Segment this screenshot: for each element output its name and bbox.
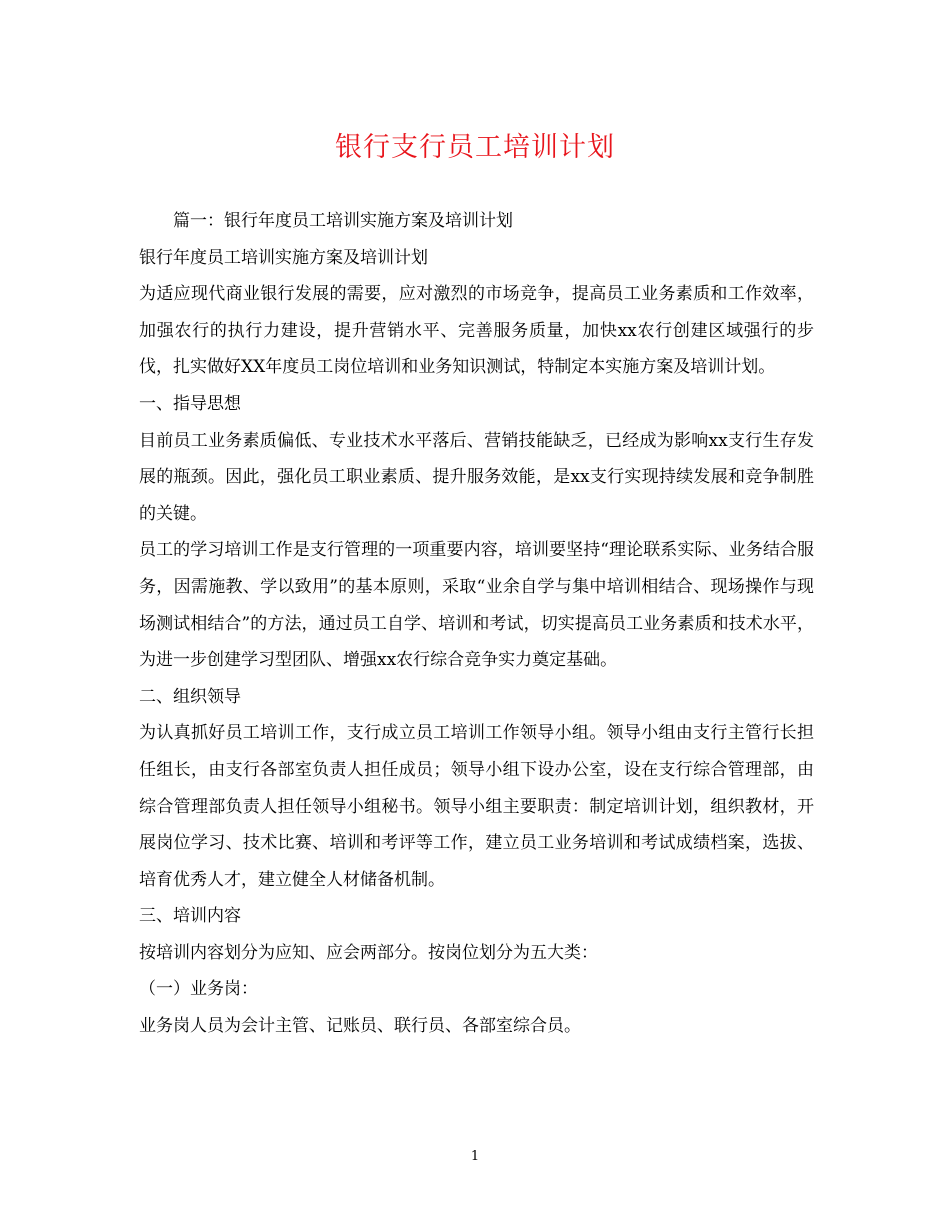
training-content-paragraph: 按培训内容划分为应知、应会两部分。按岗位划分为五大类： — [139, 942, 598, 963]
plan-subtitle: 银行年度员工培训实施方案及培训计划 — [139, 247, 428, 268]
heading-organization-leadership: 二、组织领导 — [139, 686, 241, 707]
guiding-ideology-paragraph-1: 目前员工业务素质偏低、专业技术水平落后、营销技能缺乏，已经成为影响xx支行生存发展的瓶颈。因此，强化员工职业素质、提升服务效能，是xx支行实现持续发展和竞争制胜的关键。 — [139, 430, 814, 524]
page-number: 1 — [470, 1149, 480, 1164]
intro-paragraph: 为适应现代商业银行发展的需要，应对激烈的市场竞争，提高员工业务素质和工作效率，加强农行的执行力建设，提升营销水平、完善服务质量，加快xx农行创建区域强行的步伐，扎实做好XX年度员工岗位培训和业务知识测试，特制定本实施方案及培训计划。 — [139, 284, 814, 378]
subheading-business-post: （一）业务岗： — [139, 979, 258, 1000]
heading-guiding-ideology: 一、指导思想 — [139, 393, 241, 414]
organization-leadership-paragraph: 为认真抓好员工培训工作，支行成立员工培训工作领导小组。领导小组由支行主管行长担任组长，由支行各部室负责人担任成员；领导小组下设办公室，设在支行综合管理部，由综合管理部负责人担任领导小组秘书。领导小组主要职责：制定培训计划，组织教材，开展岗位学习、技术比赛、培训和考评等工作，建立员工业务培训和考试成绩档案，选拔、培育优秀人才，建立健全人材储备机制。 — [139, 723, 814, 890]
document-title: 银行支行员工培训计划 — [335, 132, 615, 163]
section-heading-part-one: 篇一：银行年度员工培训实施方案及培训计划 — [173, 211, 513, 231]
heading-training-content: 三、培训内容 — [139, 906, 241, 927]
business-post-paragraph: 业务岗人员为会计主管、记账员、联行员、各部室综合员。 — [139, 1016, 581, 1037]
document-body — [139, 203, 814, 1045]
guiding-ideology-paragraph-2: 员工的学习培训工作是支行管理的一项重要内容，培训要坚持“理论联系实际、业务结合服务，因需施教、学以致用”的基本原则，采取“业余自学与集中培训相结合、现场操作与现场测试相结合”的方法，通过员工自学、培训和考试，切实提高员工业务素质和技术水平，为进一步创建学习型团队、增强xx农行综合竞争实力奠定基础。 — [139, 540, 814, 671]
